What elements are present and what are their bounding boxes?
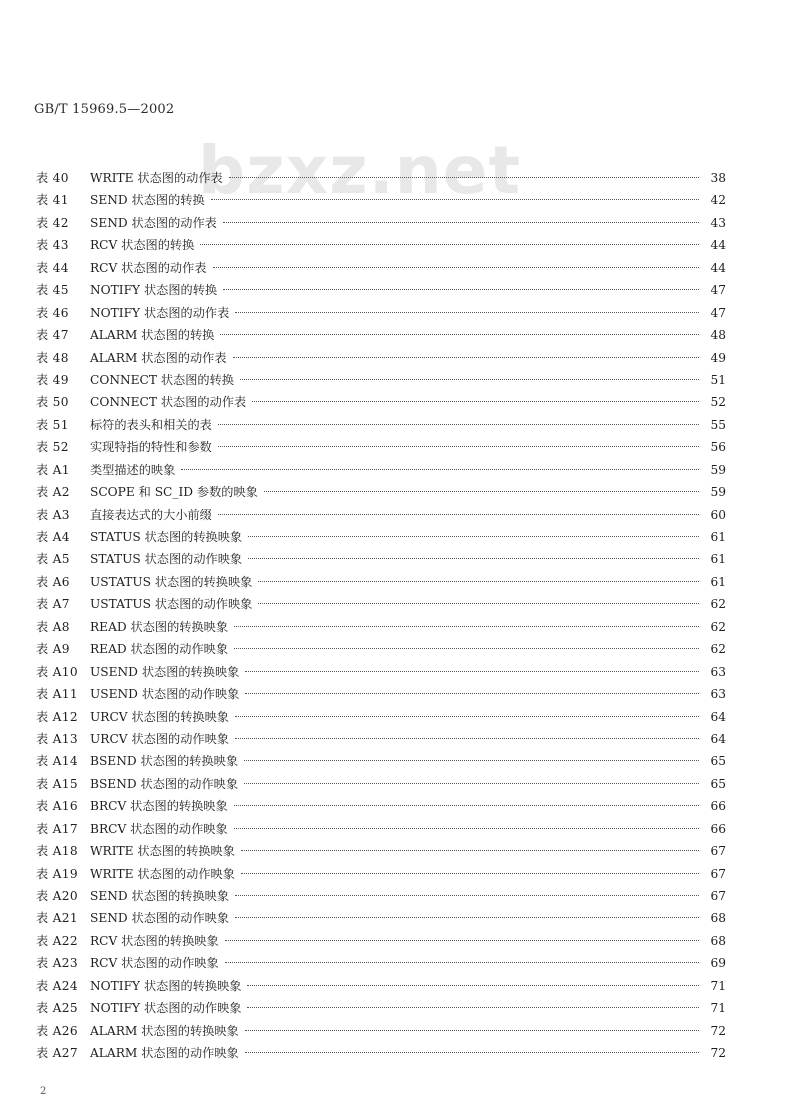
- toc-entry-page: 63: [710, 687, 726, 702]
- toc-entry-page: 61: [710, 574, 726, 589]
- toc-entry-number: 表 A16: [36, 799, 78, 814]
- toc-entry-title: STATUS 状态图的转换映象: [90, 530, 243, 544]
- toc-entry: [36, 234, 726, 256]
- dot-leader: [234, 828, 699, 829]
- dot-leader: [211, 199, 699, 200]
- dot-leader: [241, 873, 699, 874]
- toc-entry-title: SEND 状态图的转换映象: [90, 889, 230, 903]
- toc-entry-title: ALARM 状态图的动作表: [90, 350, 227, 365]
- toc-entry-number: 表 48: [36, 350, 69, 365]
- toc-entry: [36, 459, 726, 481]
- toc-entry: [36, 997, 726, 1019]
- toc-entry: [36, 1020, 726, 1042]
- toc-entry-number: 表 A18: [36, 844, 78, 859]
- toc-entry: [36, 661, 726, 683]
- dot-leader: [245, 693, 699, 694]
- document-code-header: GB/T 15969.5—2002: [34, 102, 175, 117]
- toc-entry-page: 62: [710, 642, 726, 657]
- toc-entry-number: 表 A9: [36, 642, 70, 657]
- toc-entry-number: 表 A19: [36, 866, 78, 881]
- page-number: 2: [40, 1086, 47, 1097]
- toc-entry-number: 表 A17: [36, 821, 78, 836]
- toc-entry: [36, 414, 726, 436]
- toc-entry-title: BRCV 状态图的转换映象: [90, 799, 228, 814]
- toc-entry-title: RCV 状态图的转换: [90, 238, 195, 253]
- toc-entry-title: NOTIFY 状态图的动作表: [90, 305, 230, 320]
- toc-entry: [36, 683, 726, 705]
- dot-leader: [234, 626, 699, 627]
- toc-entry-page: 67: [710, 844, 726, 859]
- dot-leader: [245, 1052, 699, 1053]
- dot-leader: [264, 491, 699, 492]
- toc-entry-number: 表 A24: [36, 978, 78, 993]
- toc-entry: [36, 504, 726, 526]
- toc-entry-page: 48: [710, 328, 726, 343]
- dot-leader: [234, 648, 699, 649]
- toc-entry: [36, 952, 726, 974]
- toc-entry-title: BRCV 状态图的动作映象: [90, 821, 228, 836]
- toc-entry-page: 43: [710, 215, 726, 230]
- dot-leader: [241, 850, 699, 851]
- dot-leader: [233, 357, 699, 358]
- toc-entry-number: 表 41: [36, 193, 69, 208]
- toc-entry-number: 表 A20: [36, 889, 78, 903]
- toc-entry-page: 66: [710, 821, 726, 836]
- toc-entry-number: 表 43: [36, 238, 69, 253]
- toc-entry-number: 表 A11: [36, 687, 78, 702]
- dot-leader: [213, 267, 700, 268]
- toc-entry-number: 表 40: [36, 171, 69, 185]
- toc-entry-title: NOTIFY 状态图的转换映象: [90, 978, 242, 993]
- toc-entry-number: 表 42: [36, 215, 69, 230]
- toc-entry-page: 66: [710, 799, 726, 814]
- toc-entry: [36, 481, 726, 503]
- toc-entry-number: 表 45: [36, 283, 69, 298]
- toc-entry-title: READ 状态图的动作映象: [90, 642, 229, 657]
- toc-entry-number: 表 50: [36, 395, 69, 410]
- dot-leader: [225, 962, 699, 963]
- toc-entry-number: 表 46: [36, 305, 69, 320]
- toc-entry-title: ALARM 状态图的转换映象: [90, 1023, 239, 1038]
- toc-entry: [36, 369, 726, 391]
- toc-entry-number: 表 47: [36, 328, 69, 343]
- toc-entry: [36, 930, 726, 952]
- toc-entry: [36, 750, 726, 772]
- toc-entry: [36, 167, 726, 189]
- toc-entry: [36, 189, 726, 211]
- toc-entry-number: 表 A7: [36, 597, 70, 612]
- toc-entry-title: SCOPE 和 SC_ID 参数的映象: [90, 485, 258, 500]
- toc-entry-page: 65: [710, 754, 726, 769]
- toc-entry-title: NOTIFY 状态图的转换: [90, 283, 218, 298]
- toc-entry-page: 51: [710, 372, 726, 387]
- toc-entry-page: 63: [710, 664, 726, 679]
- toc-entry-page: 68: [710, 933, 726, 948]
- dot-leader: [235, 738, 699, 739]
- toc-entry-title: CONNECT 状态图的动作表: [90, 395, 247, 410]
- dot-leader: [258, 581, 699, 582]
- toc-entry-page: 61: [710, 530, 726, 544]
- toc-entry-title: SEND 状态图的转换: [90, 193, 205, 208]
- toc-entry: [36, 302, 726, 324]
- dot-leader: [252, 401, 699, 402]
- toc-entry-number: 表 A26: [36, 1023, 78, 1038]
- toc-entry-page: 49: [710, 350, 726, 365]
- toc-entry-number: 表 49: [36, 372, 69, 387]
- toc-entry-number: 表 A10: [36, 664, 78, 679]
- toc-entry-page: 64: [710, 709, 726, 724]
- toc-entry: [36, 391, 726, 413]
- dot-leader: [240, 379, 699, 380]
- dot-leader: [234, 805, 699, 806]
- toc-entry-page: 62: [710, 597, 726, 612]
- toc-entry-number: 表 A13: [36, 731, 78, 746]
- table-of-contents: [36, 167, 726, 1065]
- toc-entry-title: USEND 状态图的动作映象: [90, 687, 240, 702]
- dot-leader: [247, 985, 699, 986]
- toc-entry-title: URCV 状态图的转换映象: [90, 709, 229, 724]
- toc-entry: [36, 548, 726, 570]
- toc-entry-page: 71: [710, 978, 726, 993]
- toc-entry-title: 直接表达式的大小前缀: [90, 507, 212, 522]
- dot-leader: [220, 334, 699, 335]
- toc-entry: [36, 885, 726, 907]
- toc-entry: [36, 1042, 726, 1064]
- dot-leader: [200, 244, 699, 245]
- toc-entry: [36, 593, 726, 615]
- dot-leader: [245, 671, 699, 672]
- toc-entry: [36, 975, 726, 997]
- toc-entry-page: 65: [710, 776, 726, 791]
- toc-entry: [36, 616, 726, 638]
- dot-leader: [247, 1007, 699, 1008]
- toc-entry: [36, 212, 726, 234]
- toc-entry-page: 71: [710, 1001, 726, 1016]
- dot-leader: [244, 760, 699, 761]
- toc-entry-title: WRITE 状态图的转换映象: [90, 844, 235, 859]
- toc-entry: [36, 818, 726, 840]
- toc-entry-title: STATUS 状态图的动作映象: [90, 552, 243, 567]
- toc-entry-title: 实现特指的特性和参数: [90, 440, 212, 455]
- watermark: bzxz.net: [198, 132, 522, 209]
- toc-entry-title: RCV 状态图的转换映象: [90, 933, 219, 948]
- toc-entry-title: ALARM 状态图的动作映象: [90, 1046, 239, 1061]
- toc-entry-number: 表 A1: [36, 462, 70, 477]
- dot-leader: [235, 716, 699, 717]
- dot-leader: [248, 536, 699, 537]
- toc-entry-page: 61: [710, 552, 726, 567]
- dot-leader: [235, 312, 699, 313]
- dot-leader: [225, 940, 699, 941]
- toc-entry-page: 62: [710, 619, 726, 634]
- dot-leader: [223, 222, 699, 223]
- toc-entry-title: RCV 状态图的动作表: [90, 260, 207, 275]
- toc-entry-page: 59: [710, 485, 726, 500]
- toc-entry: [36, 436, 726, 458]
- toc-entry-title: WRITE 状态图的动作映象: [90, 866, 235, 881]
- dot-leader: [258, 603, 699, 604]
- toc-entry-title: RCV 状态图的动作映象: [90, 956, 219, 971]
- toc-entry: [36, 840, 726, 862]
- toc-entry-title: SEND 状态图的动作表: [90, 215, 217, 230]
- toc-entry-title: URCV 状态图的动作映象: [90, 731, 229, 746]
- toc-entry: [36, 706, 726, 728]
- toc-entry-page: 72: [710, 1023, 726, 1038]
- toc-entry-page: 68: [710, 911, 726, 926]
- toc-entry-title: ALARM 状态图的转换: [90, 328, 215, 343]
- toc-entry-number: 表 A12: [36, 709, 78, 724]
- toc-entry-title: USTATUS 状态图的转换映象: [90, 574, 253, 589]
- toc-entry: [36, 324, 726, 346]
- toc-entry-page: 69: [710, 956, 726, 971]
- toc-entry-page: 47: [710, 283, 726, 298]
- toc-entry-number: 表 A6: [36, 574, 70, 589]
- dot-leader: [235, 895, 699, 896]
- toc-entry-number: 表 A15: [36, 776, 78, 791]
- toc-entry: [36, 571, 726, 593]
- toc-entry-title: NOTIFY 状态图的动作映象: [90, 1001, 242, 1016]
- toc-entry-number: 表 A21: [36, 911, 78, 926]
- toc-entry-page: 60: [710, 507, 726, 522]
- dot-leader: [244, 783, 699, 784]
- toc-entry-number: 表 A27: [36, 1046, 78, 1061]
- toc-entry: [36, 347, 726, 369]
- toc-entry: [36, 863, 726, 885]
- toc-entry-page: 56: [710, 440, 726, 455]
- toc-entry-number: 表 A23: [36, 956, 78, 971]
- toc-entry-number: 表 52: [36, 440, 69, 455]
- toc-entry-title: SEND 状态图的动作映象: [90, 911, 230, 926]
- dot-leader: [235, 917, 699, 918]
- toc-entry-title: USEND 状态图的转换映象: [90, 664, 240, 679]
- dot-leader: [223, 289, 699, 290]
- toc-entry-page: 67: [710, 866, 726, 881]
- toc-entry-number: 表 44: [36, 260, 69, 275]
- toc-entry: [36, 526, 726, 548]
- dot-leader: [218, 446, 699, 447]
- dot-leader: [181, 469, 699, 470]
- toc-entry-page: 38: [710, 171, 726, 185]
- dot-leader: [218, 424, 699, 425]
- toc-entry-page: 42: [710, 193, 726, 208]
- toc-entry-page: 52: [710, 395, 726, 410]
- toc-entry-title: CONNECT 状态图的转换: [90, 372, 234, 387]
- toc-entry-title: READ 状态图的转换映象: [90, 619, 229, 634]
- toc-entry-title: WRITE 状态图的动作表: [90, 171, 223, 185]
- toc-entry-title: BSEND 状态图的转换映象: [90, 754, 239, 769]
- toc-entry-number: 表 A4: [36, 530, 70, 544]
- toc-entry-number: 表 A8: [36, 619, 70, 634]
- toc-entry-number: 表 A3: [36, 507, 70, 522]
- toc-entry: [36, 638, 726, 660]
- toc-entry-page: 44: [710, 238, 726, 253]
- toc-entry-number: 表 A14: [36, 754, 78, 769]
- toc-entry: [36, 773, 726, 795]
- toc-entry: [36, 257, 726, 279]
- toc-entry-page: 47: [710, 305, 726, 320]
- toc-entry: [36, 279, 726, 301]
- toc-entry-page: 72: [710, 1046, 726, 1061]
- toc-entry-number: 表 A22: [36, 933, 78, 948]
- toc-entry-title: BSEND 状态图的动作映象: [90, 776, 239, 791]
- toc-entry-title: 标符的表头和相关的表: [90, 417, 212, 432]
- toc-entry-page: 64: [710, 731, 726, 746]
- toc-entry-title: 类型描述的映象: [90, 462, 176, 477]
- dot-leader: [229, 177, 699, 178]
- toc-entry: [36, 795, 726, 817]
- toc-entry-number: 表 A25: [36, 1001, 78, 1016]
- dot-leader: [248, 558, 699, 559]
- toc-entry-title: USTATUS 状态图的动作映象: [90, 597, 253, 612]
- dot-leader: [245, 1030, 699, 1031]
- toc-entry: [36, 907, 726, 929]
- dot-leader: [218, 514, 699, 515]
- toc-entry-number: 表 A5: [36, 552, 70, 567]
- toc-entry-number: 表 51: [36, 417, 69, 432]
- toc-entry-page: 59: [710, 462, 726, 477]
- toc-entry-number: 表 A2: [36, 485, 70, 500]
- toc-entry-page: 44: [710, 260, 726, 275]
- toc-entry: [36, 728, 726, 750]
- toc-entry-page: 67: [710, 889, 726, 903]
- toc-entry-page: 55: [710, 417, 726, 432]
